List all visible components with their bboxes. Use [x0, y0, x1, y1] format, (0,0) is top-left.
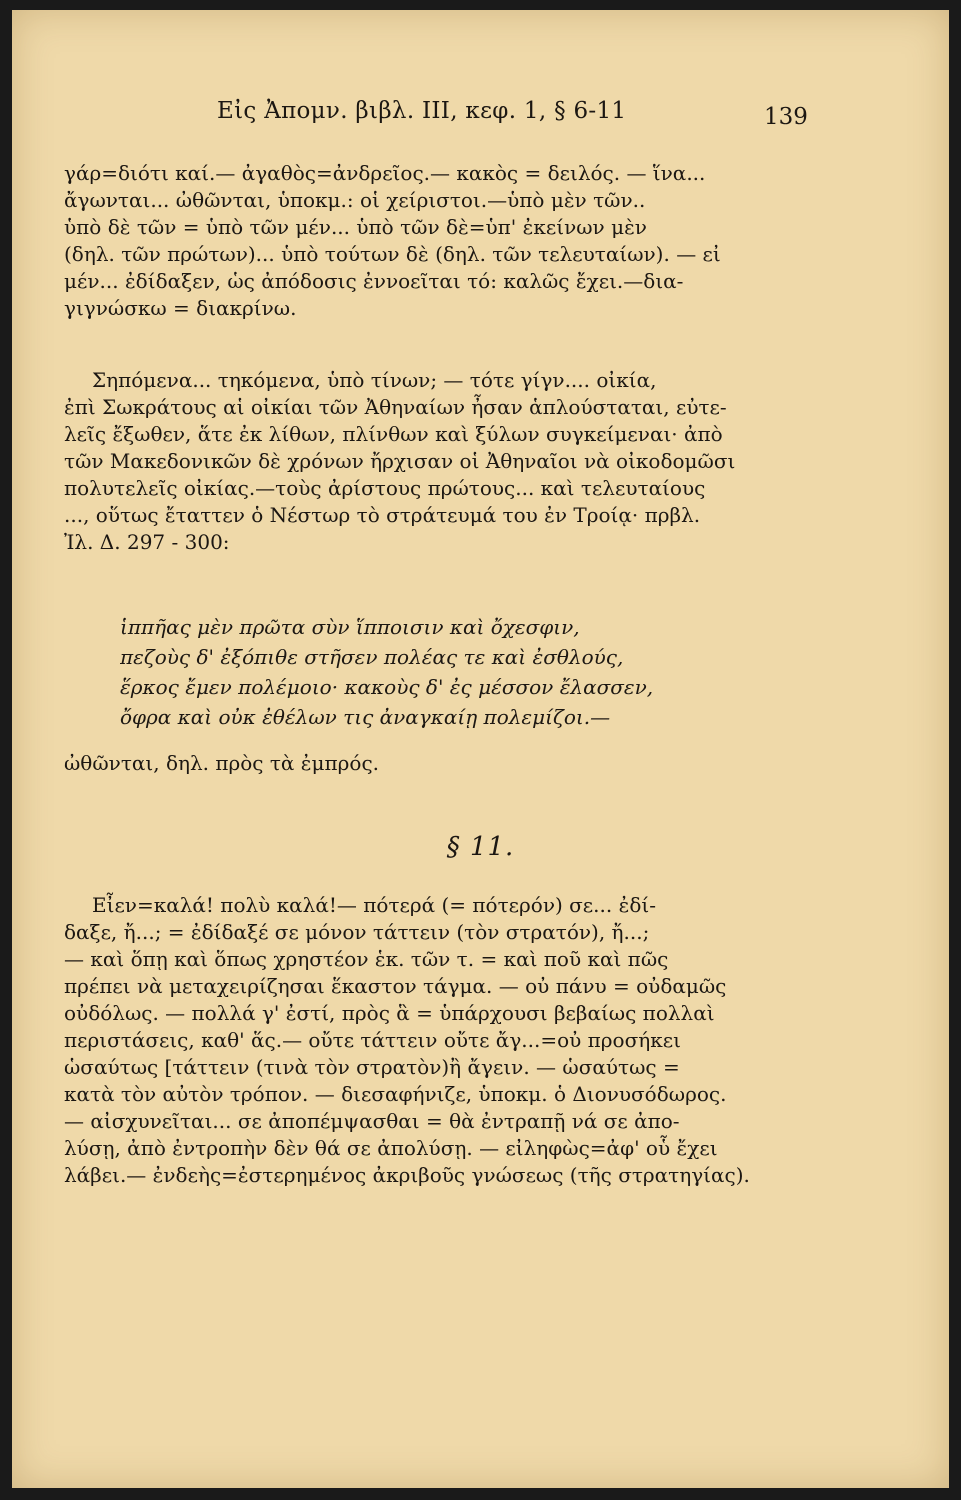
text-line: περιστάσεις, καθ' ἅς.— οὔτε τάττειν οὔτε ἄγ...=οὐ προσήκει — [64, 1028, 681, 1052]
text-line: ὠθῶνται, δηλ. πρὸς τὰ ἐμπρός. — [64, 751, 380, 775]
text-line: γάρ=διότι καί.— ἀγαθὸς=ἀνδρεῖος.— κακὸς = δειλός. — ἵνα... — [64, 161, 706, 185]
verse-line: ἕρκος ἔμεν πολέμοιο· κακοὺς δ' ἐς μέσσον ἔλασσεν, — [120, 675, 654, 699]
commentary-paragraph-4 — [64, 892, 784, 1189]
verse-line: ἱππῆας μὲν πρῶτα σὺν ἵπποισιν καὶ ὄχεσφιν, — [120, 615, 580, 639]
text-line: τῶν Μακεδονικῶν δὲ χρόνων ἤρχισαν οἱ Ἀθηναῖοι νὰ οἰκοδομῶσι — [64, 449, 736, 473]
section-heading: § 11. — [446, 832, 515, 862]
commentary-paragraph-1 — [64, 160, 784, 322]
text-line: πρέπει νὰ μεταχειρίζησαι ἕκαστον τάγμα. — οὐ πάνυ = οὐδαμῶς — [64, 974, 727, 998]
text-line: κατὰ τὸν αὐτὸν τρόπον. — διεσαφήνιζε, ὑποκμ. ὁ Διονυσόδωρος. — [64, 1082, 727, 1106]
text-line: ἐπὶ Σωκράτους αἱ οἰκίαι τῶν Ἀθηναίων ἦσαν ἁπλούσταται, εὐτε- — [64, 395, 727, 419]
text-line: μέν... ἐδίδαξεν, ὡς ἀπόδοσις ἐννοεῖται τό: καλῶς ἔχει.—δια- — [64, 269, 684, 293]
text-line: — αἰσχυνεῖται... σε ἀποπέμψασθαι = θὰ ἐντραπῇ νά σε ἀπο- — [64, 1109, 680, 1133]
text-line: πολυτελεῖς οἰκίας.—τοὺς ἀρίστους πρώτους... καὶ τελευταίους — [64, 476, 706, 500]
text-line: λεῖς ἔξωθεν, ἅτε ἐκ λίθων, πλίνθων καὶ ξύλων συγκείμεναι· ἀπὸ — [64, 422, 723, 446]
text-line: ..., οὕτως ἔταττεν ὁ Νέστωρ τὸ στράτευμά του ἐν Τροίᾳ· πρβλ. — [64, 503, 701, 527]
text-line: ὡσαύτως [τάττειν (τινὰ τὸν στρατὸν)ἢ ἄγειν. — ὡσαύτως = — [64, 1055, 680, 1079]
text-line: (δηλ. τῶν πρώτων)... ὑπὸ τούτων δὲ (δηλ. τῶν τελευταίων). — εἰ — [64, 242, 721, 266]
page-number: 139 — [764, 104, 808, 130]
text-line: ἄγωνται... ὠθῶνται, ὑποκμ.: οἱ χείριστοι.—ὑπὸ μὲν τῶν.. — [64, 188, 646, 212]
verse-line: πεζοὺς δ' ἐξόπιθε στῆσεν πολέας τε καὶ ἐσθλούς, — [120, 645, 624, 669]
homer-quotation — [120, 612, 740, 732]
text-line: δαξε, ἤ...; = ἐδίδαξέ σε μόνον τάττειν (τὸν στρατόν), ἤ...; — [64, 920, 650, 944]
page-header — [12, 98, 949, 138]
running-head: Εἰς Ἀπομν. βιβλ. III, κεφ. 1, § 6-11 — [217, 98, 627, 124]
text-line: Εἶεν=καλά! πολὺ καλά!— πότερά (= πότερόν) σε... ἐδί- — [92, 893, 656, 917]
text-line: Ἰλ. Δ. 297 - 300: — [64, 530, 230, 554]
book-page — [12, 10, 949, 1488]
text-line: οὐδόλως. — πολλά γ' ἐστί, πρὸς ἃ = ὑπάρχουσι βεβαίως πολλαὶ — [64, 1001, 715, 1025]
commentary-paragraph-2 — [64, 367, 784, 556]
commentary-paragraph-3 — [64, 750, 784, 777]
text-line: Σηπόμενα... τηκόμενα, ὑπὸ τίνων; — τότε γίγν.... οἰκία, — [92, 368, 657, 392]
text-line: λάβει.— ἐνδεὴς=ἐστερημένος ἀκριβοῦς γνώσεως (τῆς στρατηγίας). — [64, 1163, 750, 1187]
verse-line: ὄφρα καὶ οὐκ ἐθέλων τις ἀναγκαίῃ πολεμίζοι.— — [120, 705, 611, 729]
text-line: λύσῃ, ἀπὸ ἐντροπὴν δὲν θά σε ἀπολύσῃ. — εἰληφὼς=ἀφ' οὗ ἔχει — [64, 1136, 718, 1160]
text-line: — καὶ ὅπῃ καὶ ὅπως χρηστέον ἑκ. τῶν τ. = καὶ ποῦ καὶ πῶς — [64, 947, 669, 971]
text-line: ὑπὸ δὲ τῶν = ὑπὸ τῶν μέν... ὑπὸ τῶν δὲ=ὑπ' ἐκείνων μὲν — [64, 215, 647, 239]
text-line: γιγνώσκω = διακρίνω. — [64, 296, 297, 320]
